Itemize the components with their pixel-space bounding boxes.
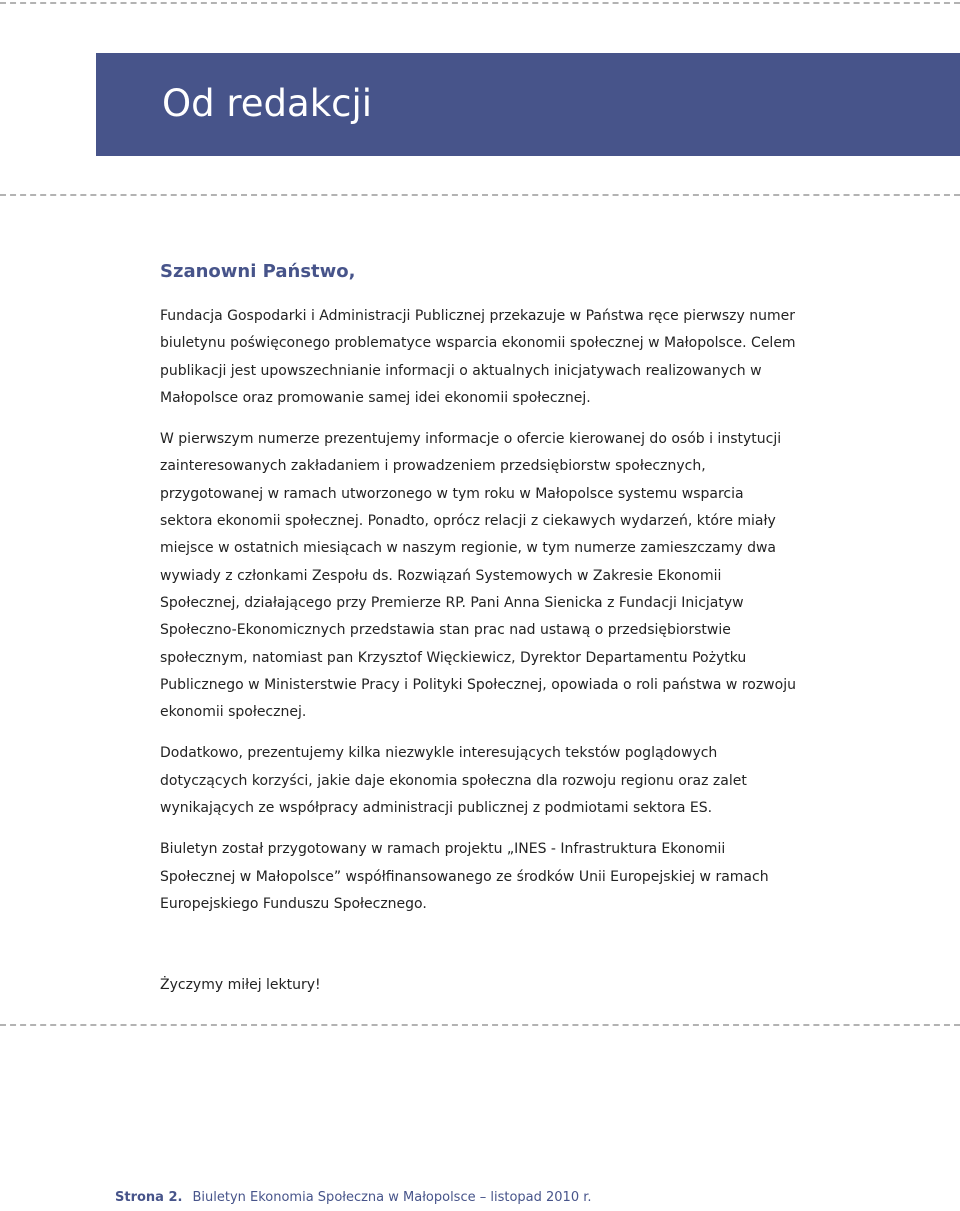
page-number: Strona 2. (115, 1190, 183, 1205)
footer-dashed-divider (0, 1024, 960, 1026)
section-header-band (96, 53, 960, 156)
letter-greeting: Szanowni Państwo, (160, 261, 356, 282)
letter-paragraph-contents: W pierwszym numerze prezentujemy informacje o ofercie kierowanej do osób i instytucji zainteresowanych zakładaniem i prowadzeniem przedsiębiorstw społecznych, przygotowanej w ramach utworzonego w tym roku w Małopolsce systemu wsparcia sektora ekonomii społecznej. Ponadto, oprócz relacji z ciekawych wydarzeń, które miały miejsce w ostatnich miesiącach w naszym regionie, w tym numerze zamieszczamy dwa wywiady z członkami Zespołu ds. Rozwiązań Systemowych w Zakresie Ekonomii Społecznej, działającego przy Premierze RP. Pani Anna Sienicka z Fundacji Inicjatyw Społeczno-Ekonomicznych przedstawia stan prac nad ustawą o przedsiębiorstwie społecznym, natomiast pan Krzysztof Więckiewicz, Dyrektor Departamentu Pożytku Publicznego w Ministerstwie Pracy i Polityki Społecznej, opowiada o roli państwa w rozwoju ekonomii społecznej. (160, 431, 796, 721)
page-footer (115, 1187, 592, 1209)
letter-closing: Życzymy miłej lektury! (160, 977, 321, 994)
header-dashed-divider (0, 194, 960, 196)
letter-paragraph-intro: Fundacja Gospodarki i Administracji Publicznej przekazuje w Państwa ręce pierwszy numer biuletynu poświęconego problematyce wsparcia ekonomii społecznej w Małopolsce. Celem publikacji jest upowszechnianie informacji o aktualnych inicjatywach realizowanych w Małopolsce oraz promowanie samej idei ekonomii społecznej. (160, 308, 796, 406)
publication-name: Biuletyn Ekonomia Społeczna w Małopolsce – listopad 2010 r. (192, 1190, 592, 1205)
letter-paragraph-additional: Dodatkowo, prezentujemy kilka niezwykle interesujących tekstów poglądowych dotyczących korzyści, jakie daje ekonomia społeczna dla rozwoju regionu oraz zalet wynikających ze współpracy administracji publicznej z podmiotami sektora ES. (160, 745, 747, 817)
page-title: Od redakcji (162, 82, 373, 125)
letter-paragraph-funding: Biuletyn został przygotowany w ramach projektu „INES - Infrastruktura Ekonomii Społecznej w Małopolsce” współfinansowanego ze środków Unii Europejskiej w ramach Europejskiego Funduszu Społecznego. (160, 841, 769, 912)
editorial-letter (160, 256, 800, 1000)
top-dashed-divider (0, 2, 960, 4)
